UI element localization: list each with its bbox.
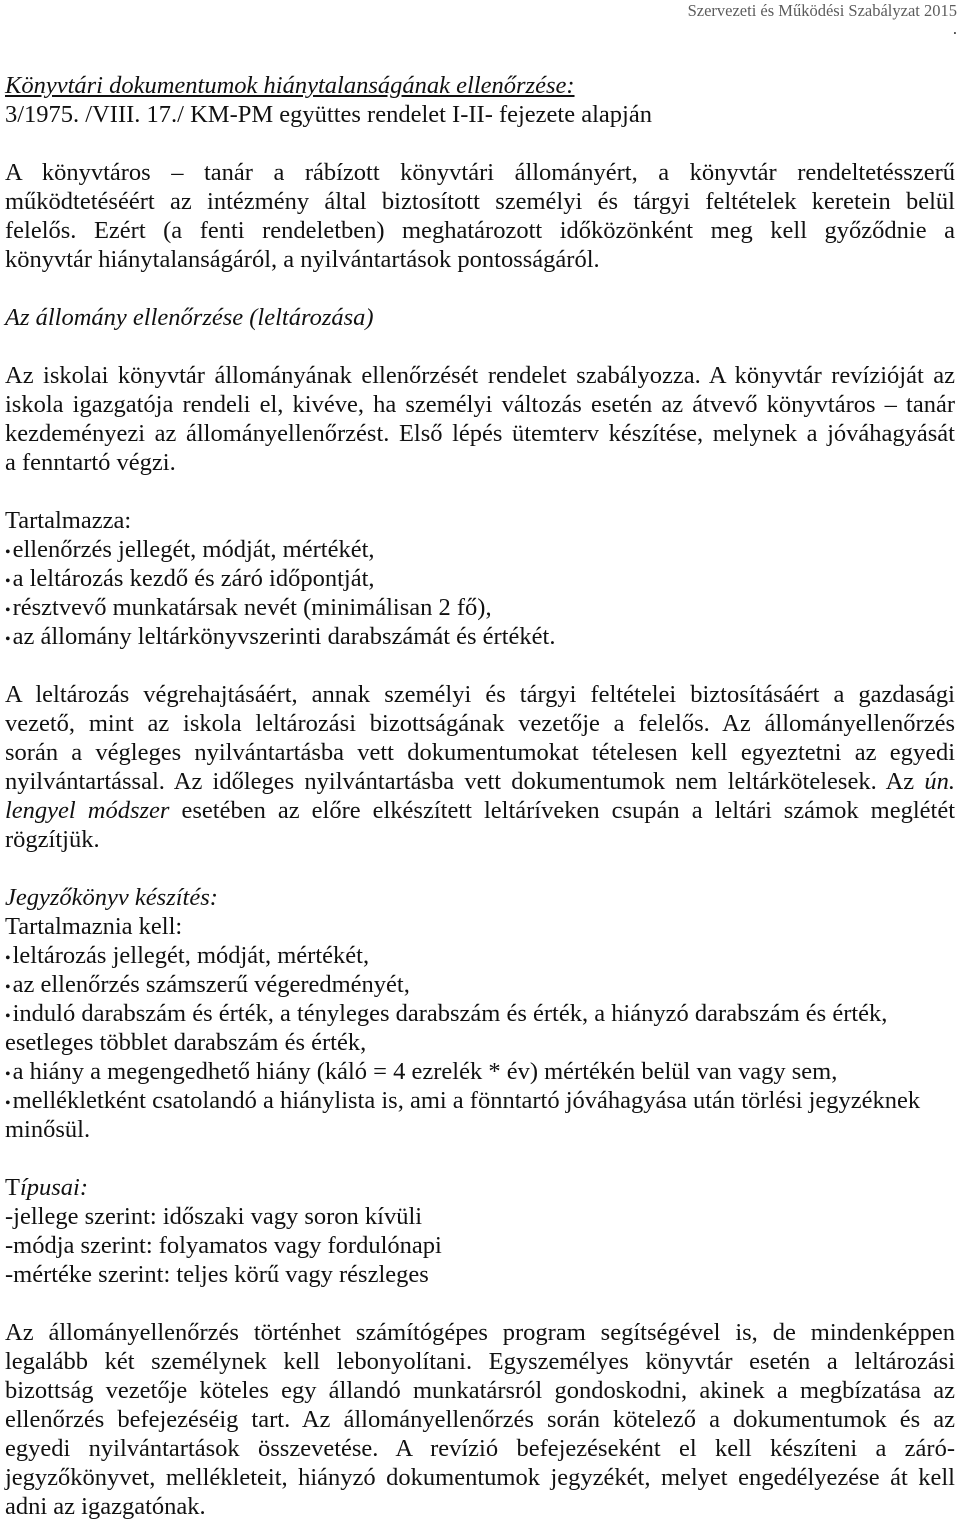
italic-term: lengyel módszer <box>5 797 170 824</box>
list-item <box>5 1086 955 1144</box>
protocol-label: Tartalmaznia kell: <box>5 913 183 940</box>
paragraph-line: A könyvtáros – tanár a rábízott könyvtári állományért, a könyvtár rendeltetésszerű <box>5 159 955 186</box>
schedule-list <box>5 535 955 651</box>
paragraph-line: működtetéséért az intézmény által biztosított személyi és tárgyi feltételek keretein belül <box>5 188 955 215</box>
paragraph-line: a fenntartó végzi. <box>5 449 176 476</box>
protocol-list <box>5 941 955 1144</box>
list-item <box>5 941 955 970</box>
paragraph-line: Az iskolai könyvtár állományának ellenőrzését rendelet szabályozza. A könyvtár revízióját az <box>5 362 955 389</box>
intro-paragraph <box>5 158 955 274</box>
paragraph-line: legalább két személynek kell lebonyolítani. Egyszemélyes könyvtár esetén a leltározási <box>5 1348 955 1375</box>
paragraph-line: Az állományellenőrzés történhet számítógépes program segítségével is, de mindenképpen <box>5 1319 955 1346</box>
paragraph-line: során a végleges nyilvántartásba vett dokumentumokat tételesen kell egyeztetni az egyedi <box>5 739 955 766</box>
paragraph-line: vezető, mint az iskola leltározási bizottságának vezetője a felelős. Az állományellenőrzés <box>5 710 955 737</box>
paragraph-line: egyedi nyilvántartások összevetése. A revízió befejezéseként el kell készíteni a záró- <box>5 1435 955 1462</box>
list-item-line: • mellékletként csatolandó a hiánylista is, ami a fönntartó jóváhagyása után törlési jegyzéknek <box>5 1086 955 1115</box>
list-item <box>5 1057 955 1086</box>
protocol-heading: Jegyzőkönyv készítés: <box>5 884 218 911</box>
list-item: • résztvevő munkatársak nevét (minimálisan 2 fő), <box>5 593 955 622</box>
list-item-line: esetleges többlet darabszám és érték, <box>5 1029 367 1056</box>
inventory-heading: Az állomány ellenőrzése (leltározása) <box>5 304 374 331</box>
type-item: -jellege szerint: időszaki vagy soron kívüli <box>5 1203 423 1230</box>
type-item: -módja szerint: folyamatos vagy fordulónapi <box>5 1232 442 1259</box>
paragraph-line: könyvtár hiánytalanságáról, a nyilvántartások pontosságáról. <box>5 246 600 273</box>
list-item <box>5 970 955 999</box>
document-body <box>5 71 955 1521</box>
paragraph-line: bizottság vezetője köteles egy állandó munkatársról gondoskodni, akinek a megbízatása az <box>5 1377 955 1404</box>
paragraph-line: A leltározás végrehajtásáért, annak személyi és tárgyi feltételei biztosításáért a gazdasági <box>5 681 955 708</box>
section-title: Könyvtári dokumentumok hiánytalanságának ellenőrzése: <box>5 72 575 99</box>
line-text: esetében az előre elkészített leltáríveken csupán a leltári számok meglétét <box>181 797 955 824</box>
list-item: • az állomány leltárkönyvszerinti darabszámát és értékét. <box>5 622 955 651</box>
list-item: • ellenőrzés jellegét, módját, mértékét, <box>5 535 955 564</box>
running-header: Szervezeti és Működési Szabályzat 2015 <box>687 1 957 20</box>
list-item-line: • leltározás jellegét, módját, mértékét, <box>5 941 955 970</box>
types-block <box>5 1173 955 1289</box>
inventory-paragraph <box>5 361 955 477</box>
paragraph-line: kezdeményezi az állományellenőrzést. Első lépés ütemterv készítése, melynek a jóváhagyását <box>5 420 955 447</box>
schedule-label: Tartalmazza: <box>5 507 132 534</box>
list-item-line: • induló darabszám és érték, a tényleges darabszám és érték, a hiányzó darabszám és érték, <box>5 999 955 1028</box>
italic-term: ún. <box>924 768 955 795</box>
type-item: -mértéke szerint: teljes körű vagy részleges <box>5 1261 429 1288</box>
header-dot: . <box>952 19 957 38</box>
paragraph-line: rögzítjük. <box>5 826 100 853</box>
closing-paragraph <box>5 1318 955 1521</box>
paragraph-line <box>5 796 955 825</box>
legal-basis: 3/1975. /VIII. 17./ KM-PM együttes rendelet I-II- fejezete alapján <box>5 101 652 128</box>
list-item <box>5 999 955 1057</box>
types-heading: Típusai: <box>5 1174 89 1201</box>
list-item-line: minősül. <box>5 1116 91 1143</box>
list-item-line: • az ellenőrzés számszerű végeredményét, <box>5 970 955 999</box>
paragraph-line: felelős. Ezért (a fenti rendeletben) meghatározott időközönként meg kell győződnie a <box>5 217 955 244</box>
list-item-line: • a hiány a megengedhető hiány (káló = 4 ezrelék * év) mértékén belül van vagy sem, <box>5 1057 955 1086</box>
paragraph-line <box>5 767 955 796</box>
protocol-block <box>5 883 955 1144</box>
schedule-block <box>5 506 955 651</box>
paragraph-line: adni az igazgatónak. <box>5 1493 206 1520</box>
paragraph-line: iskola igazgatója rendeli el, kivéve, ha személyi változás esetén az átvevő könyvtáros – tanár <box>5 391 955 418</box>
paragraph-line: jegyzőkönyvet, mellékleteit, hiányzó dokumentumok jegyzékét, melyet engedélyezése át kell <box>5 1464 955 1491</box>
line-text: nyilvántartással. Az időleges nyilvántartásba vett dokumentumok nem leltárkötelesek. Az <box>5 768 915 795</box>
list-item: • a leltározás kezdő és záró időpontját, <box>5 564 955 593</box>
execution-paragraph <box>5 680 955 854</box>
paragraph-line: ellenőrzés befejezéséig tart. Az állományellenőrzés során kötelező a dokumentumok és az <box>5 1406 955 1433</box>
